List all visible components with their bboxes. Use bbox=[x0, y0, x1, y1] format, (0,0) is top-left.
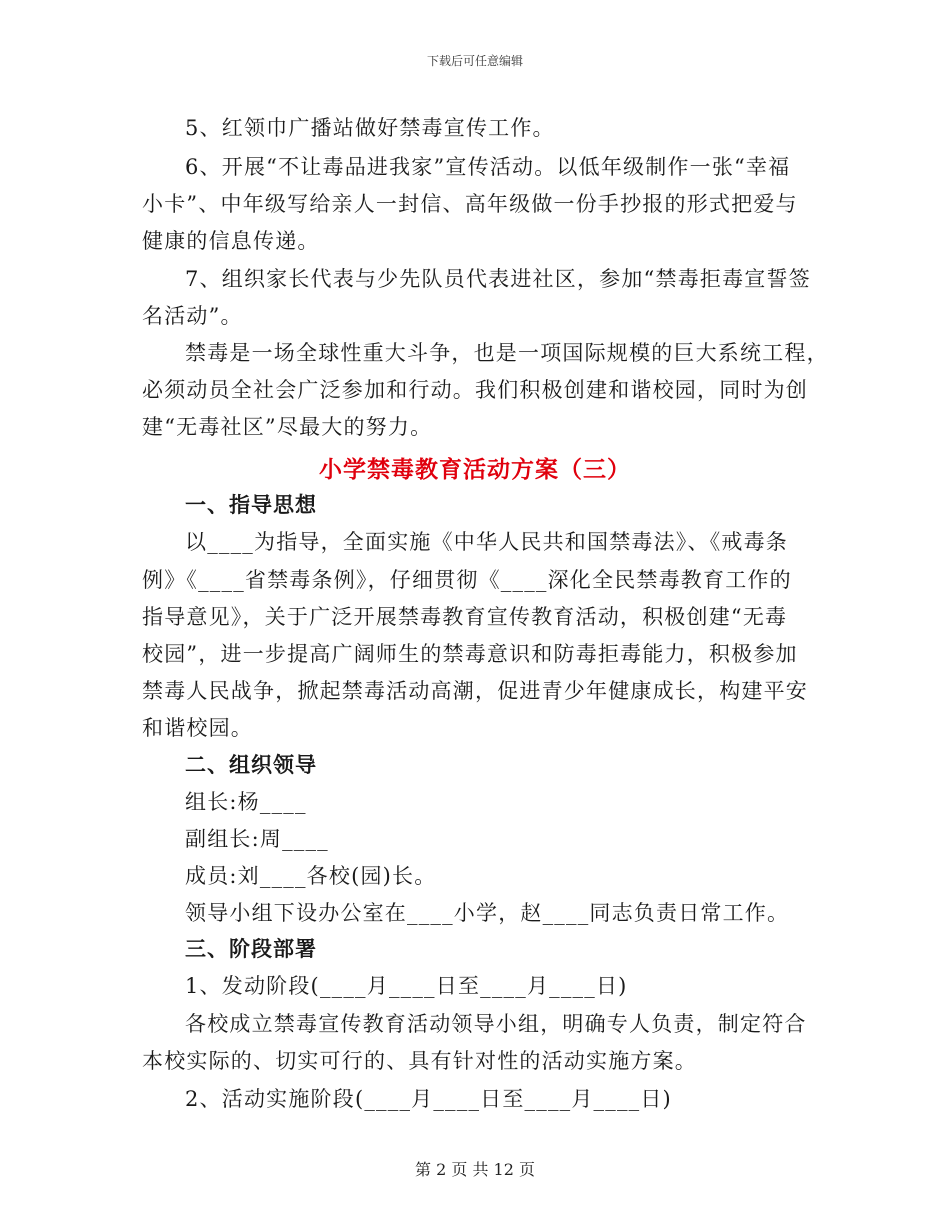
guiding-para-line-3: 指导意见》，关于广泛开展禁毒教育宣传教育活动，积极创建“无毒 bbox=[142, 605, 788, 629]
heading-organization: 二、组织领导 bbox=[185, 753, 317, 777]
item-5: 5、红领巾广播站做好禁毒宣传工作。 bbox=[185, 116, 555, 140]
phase-1-para-line-2: 本校实际的、切实可行的、具有针对性的活动实施方案。 bbox=[142, 1049, 697, 1073]
page-header: 下载后可任意编辑 bbox=[426, 54, 523, 68]
guiding-para-line-2: 例》《____省禁毒条例》，仔细贯彻《____深化全民禁毒教育工作的 bbox=[142, 568, 792, 592]
deputy-leader: 副组长:周____ bbox=[185, 827, 329, 851]
item-6-line-1: 6、开展“不让毒品进我家”宣传活动。以低年级制作一张“幸福 bbox=[185, 155, 791, 179]
summary-line-1: 禁毒是一场全球性重大斗争，也是一项国际规模的巨大系统工程， bbox=[185, 341, 829, 365]
guiding-para-line-4: 校园”，进一步提高广阔师生的禁毒意识和防毒拒毒能力，积极参加 bbox=[142, 642, 798, 666]
heading-guiding-thought: 一、指导思想 bbox=[185, 493, 317, 517]
item-7-line-2: 名活动”。 bbox=[142, 304, 243, 328]
item-6-line-2: 小卡”、中年级写给亲人一封信、高年级做一份手抄报的形式把爱与 bbox=[142, 192, 798, 216]
section-title: 小学禁毒教育活动方案（三） bbox=[319, 457, 631, 483]
office-note: 领导小组下设办公室在____小学，赵____同志负责日常工作。 bbox=[185, 901, 790, 925]
summary-line-2: 必须动员全社会广泛参加和行动。我们积极创建和谐校园，同时为创 bbox=[142, 378, 808, 402]
guiding-para-line-6: 和谐校园。 bbox=[142, 716, 253, 740]
phase-2-title: 2、活动实施阶段(____月____日至____月____日) bbox=[185, 1087, 672, 1111]
guiding-para-line-1: 以____为指导，全面实施《中华人民共和国禁毒法》、《戒毒条 bbox=[185, 530, 788, 554]
page-footer: 第 2 页 共 12 页 bbox=[415, 1160, 535, 1179]
guiding-para-line-5: 禁毒人民战争，掀起禁毒活动高潮，促进青少年健康成长，构建平安 bbox=[142, 679, 808, 703]
item-6-line-3: 健康的信息传递。 bbox=[142, 229, 320, 253]
phase-1-title: 1、发动阶段(____月____日至____月____日) bbox=[185, 974, 628, 998]
phase-1-para-line-1: 各校成立禁毒宣传教育活动领导小组，明确专人负责，制定符合 bbox=[185, 1012, 807, 1036]
heading-phases: 三、阶段部署 bbox=[185, 937, 317, 961]
item-7-line-1: 7、组织家长代表与少先队员代表进社区，参加“禁毒拒毒宣誓签 bbox=[185, 267, 811, 291]
members: 成员:刘____各校(园)长。 bbox=[185, 864, 437, 888]
summary-line-3: 建“无毒社区”尽最大的努力。 bbox=[142, 415, 433, 439]
leader: 组长:杨____ bbox=[185, 790, 307, 814]
